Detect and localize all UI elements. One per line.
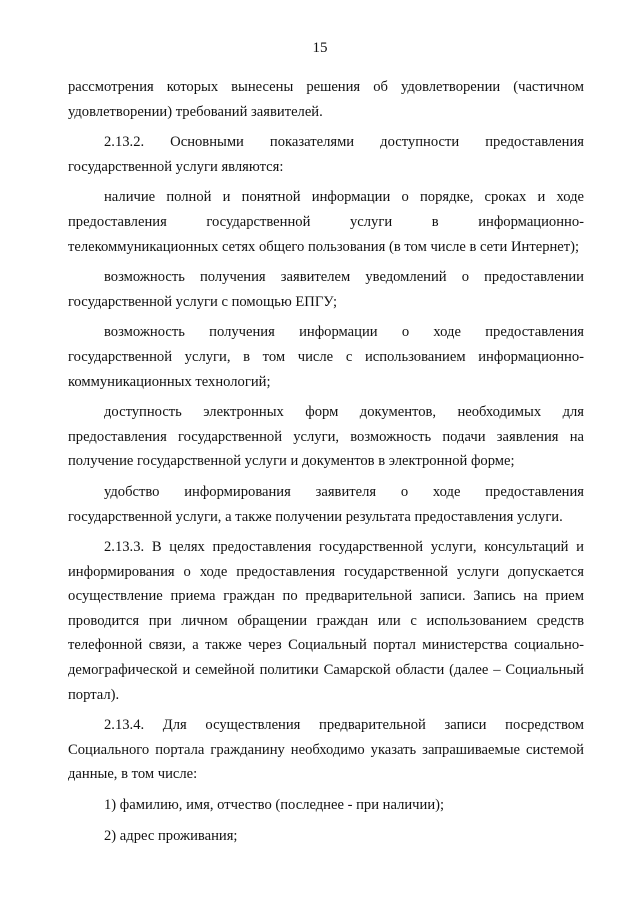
paragraph-item: возможность получения заявителем уведомлений о предоставлении государственной услуги с помощью ЕПГУ; <box>68 269 584 310</box>
document-body <box>68 75 584 854</box>
paragraph-continuation: рассмотрения которых вынесены решения об удовлетворении (частичном удовлетворении) требований заявителей. <box>68 79 584 120</box>
page-number: 15 <box>312 40 328 56</box>
paragraph-item: доступность электронных форм документов, необходимых для предоставления государственной услуги, возможность подачи заявления на получение государственной услуги и документов в электронной форме; <box>68 404 584 470</box>
paragraph-item: удобство информирования заявителя о ходе предоставления государственной услуги, а также получении результата предоставления услуги. <box>68 483 584 525</box>
list-item: 1) фамилию, имя, отчество (последнее - при наличии); <box>104 797 445 814</box>
paragraph-item: возможность получения информации о ходе предоставления государственной услуги, в том числе с использованием информационно-коммуникационных технологий; <box>68 324 584 390</box>
paragraph-2-13-3: 2.13.3. В целях предоставления государственной услуги, консультаций и информирования о ходе предоставления государственной услуги допускается осуществление приема граждан по предварительной записи. Запись на прием проводится при личном обращении граждан или с использованием средств телефонной связи, а также через Социальный портал министерства социально-демографической и семейной политики Самарской области (далее – Социальный портал). <box>68 539 584 703</box>
paragraph-item: наличие полной и понятной информации о порядке, сроках и ходе предоставления государственной услуги в информационно-телекоммуникационных сетях общего пользования (в том числе в сети Интернет); <box>68 189 584 255</box>
paragraph-2-13-2: 2.13.2. Основными показателями доступности предоставления государственной услуги являются: <box>68 134 584 175</box>
list-item: 2) адрес проживания; <box>104 827 238 844</box>
paragraph-2-13-4: 2.13.4. Для осуществления предварительной записи посредством Социального портала гражданину необходимо указать запрашиваемые системой данные, в том числе: <box>68 717 584 783</box>
